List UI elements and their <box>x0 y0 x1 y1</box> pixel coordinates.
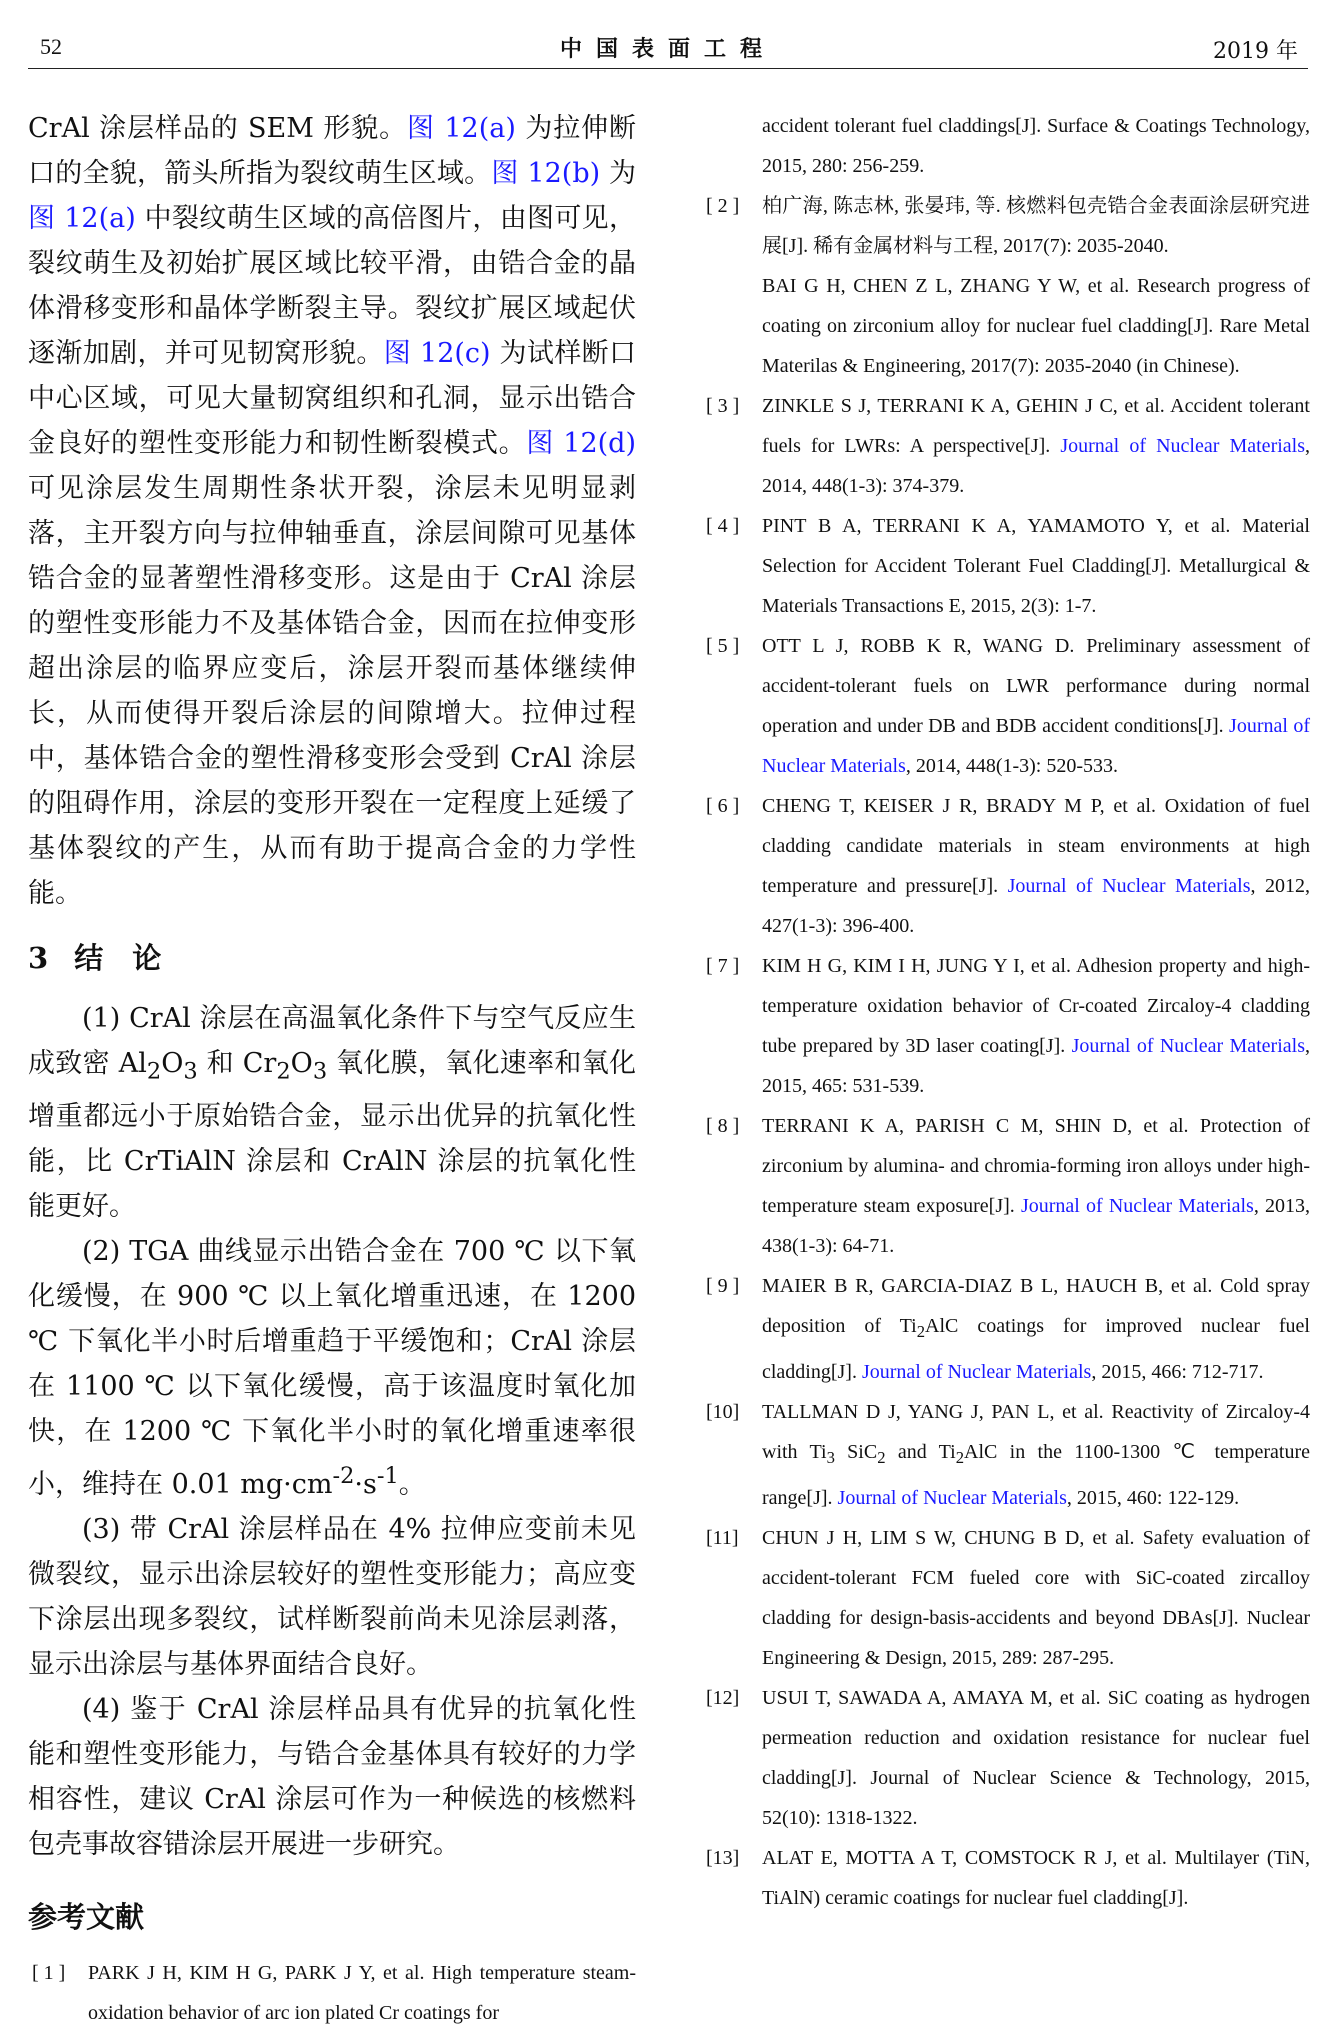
text-run: , 2015, 460: 122-129. <box>1066 1487 1240 1509</box>
text-run: 为试样断口中心区域，可见大量韧窝组织和孔洞，显示出锆合金良好的塑性变形能力和韧性断裂模式。 <box>28 338 636 459</box>
journal-link[interactable]: Journal of Nuclear Materials <box>1060 435 1305 457</box>
reference-text: CHUN J H, LIM S W, CHUNG B D, et al. Safety evaluation of accident-tolerant FCM fueled core with SiC-coated zircalloy cladding for design-basis-accidents and beyond DBAs[J]. Nuclear Engineering & Design, 2015, 289: 287-295. <box>762 1527 1310 1669</box>
text-run: 。 <box>398 1469 426 1501</box>
figure-link-12b[interactable]: 图 12(b) <box>491 158 601 189</box>
body-paragraph-results <box>28 106 636 916</box>
subscript: 2 <box>916 1322 926 1341</box>
text-run: , 2015, 466: 712-717. <box>1091 1361 1264 1383</box>
conclusion-3: (3) 带 CrAl 涂层样品在 4% 拉伸应变前未见微裂纹，显示出涂层较好的塑性变形能力；高应变下涂层出现多裂纹，试样断裂前尚未见涂层剥落，显示出涂层与基体界面结合良好。 <box>28 1514 636 1681</box>
superscript: -2 <box>332 1463 355 1490</box>
reference-number: [ 9 ] <box>706 1275 740 1297</box>
journal-link[interactable]: Journal of Nuclear Materials <box>1007 875 1251 897</box>
reference-text <box>762 786 1310 946</box>
text-run: TALLMAN D J, YANG J, PAN L, et al. Reactivity of Zircaloy-4 with Ti <box>762 1401 1310 1463</box>
text-run: SiC <box>834 1441 878 1463</box>
text-run: and Ti <box>885 1441 956 1463</box>
journal-link[interactable]: Journal of Nuclear Materials <box>1020 1195 1254 1217</box>
journal-title: 中国表面工程 <box>559 36 776 62</box>
conclusion-2 <box>28 1229 636 1507</box>
reference-item-6 <box>702 786 1310 946</box>
text-run: MAIER B R, GARCIA-DIAZ B L, HAUCH B, et al. Cold spray deposition of Ti <box>762 1275 1310 1337</box>
reference-number: [12] <box>706 1687 740 1709</box>
reference-text: PARK J H, KIM H G, PARK J Y, et al. High temperature steam-oxidation behavior of arc ion plated Cr coatings for <box>88 1962 636 2025</box>
subscript: 3 <box>183 1058 198 1085</box>
reference-item-9 <box>702 1266 1310 1392</box>
reference-text: ALAT E, MOTTA A T, COMSTOCK R J, et al. Multilayer (TiN, TiAlN) ceramic coatings for nuclear fuel cladding[J]. <box>762 1847 1310 1909</box>
text-run: , 2014, 448(1-3): 374-379. <box>762 435 1310 497</box>
text-run: 中裂纹萌生区域的高倍图片，由图可见，裂纹萌生及初始扩展区域比较平滑，由锆合金的晶体滑移变形和晶体学断裂主导。裂纹扩展区域起伏逐渐加剧，并可见韧窝形貌。 <box>28 203 636 369</box>
text-run: O <box>161 1048 184 1079</box>
reference-item-4 <box>702 506 1310 626</box>
reference-item-11 <box>702 1518 1310 1678</box>
superscript: -1 <box>376 1463 399 1490</box>
reference-number: [13] <box>706 1847 740 1869</box>
reference-item-5 <box>702 626 1310 786</box>
text-run: ·s <box>354 1469 377 1501</box>
section-title: 结 论 <box>74 941 162 975</box>
figure-link-12a[interactable]: 图 12(a) <box>407 113 516 144</box>
text-run: OTT L J, ROBB K R, WANG D. Preliminary assessment of accident-tolerant fuels on LWR performance during normal operation and under DB and BDB accident conditions[J]. <box>762 635 1310 737</box>
reference-item-10 <box>702 1392 1310 1518</box>
left-column <box>28 106 636 2033</box>
text-run: (2) TGA 曲线显示出锆合金在 700 ℃ 以下氧化缓慢，在 900 ℃ 以上氧化增重迅速，在 1200 ℃ 下氧化半小时后增重趋于平缓饱和；CrAl 涂层在 1100 ℃ 以下氧化缓慢，高于该温度时氧化加快，在 1200 ℃ 下氧化半小时的氧化增重速率很小，维持在 0.01 mg·cm <box>28 1236 636 1501</box>
subscript: 2 <box>955 1448 965 1467</box>
text-run: 为拉伸断口的全貌，箭头所指为裂纹萌生区域。 <box>28 113 636 189</box>
reference-number: [ 8 ] <box>706 1115 740 1137</box>
reference-item-8 <box>702 1106 1310 1266</box>
text-run: 为 <box>600 158 636 189</box>
reference-number: [ 1 ] <box>32 1962 66 1985</box>
section-heading-conclusions <box>28 938 636 978</box>
reference-number: [ 6 ] <box>706 795 740 817</box>
journal-link[interactable]: Journal of Nuclear Materials <box>837 1487 1067 1509</box>
reference-item-3 <box>702 386 1310 506</box>
reference-item-12 <box>702 1678 1310 1838</box>
reference-text: PINT B A, TERRANI K A, YAMAMOTO Y, et al. Material Selection for Accident Tolerant Fuel Cladding[J]. Metallurgical & Materials Transactions E, 2015, 2(3): 1-7. <box>762 515 1310 617</box>
text-run: , 2012, 427(1-3): 396-400. <box>762 875 1311 937</box>
subscript: 3 <box>826 1448 835 1467</box>
journal-link[interactable]: Journal of Nuclear Materials <box>861 1361 1092 1383</box>
reference-text-zh: 柏广海, 陈志林, 张晏玮, 等. 核燃料包壳锆合金表面涂层研究进展[J]. 稀有金属材料与工程, 2017(7): 2035-2040. <box>762 195 1310 257</box>
text-run: 氧化膜，氧化速率和氧化增重都远小于原始锆合金，显示出优异的抗氧化性能，比 CrTiAlN 涂层和 CrAlN 涂层的抗氧化性能更好。 <box>28 1048 636 1223</box>
publication-year: 2019 年 <box>1213 39 1298 64</box>
conclusion-4: (4) 鉴于 CrAl 涂层样品具有优异的抗氧化性能和塑性变形能力，与锆合金基体具有较好的力学相容性，建议 CrAl 涂层可作为一种候选的核燃料包壳事故容错涂层开展进一步研究。 <box>28 1694 636 1861</box>
figure-link-12d[interactable]: 图 12(d) <box>526 428 637 459</box>
text-run: , 2015, 465: 531-539. <box>762 1035 1310 1097</box>
subscript: 2 <box>276 1058 291 1085</box>
subscript: 2 <box>877 1448 886 1467</box>
page-header <box>28 28 1308 69</box>
reference-number: [ 5 ] <box>706 635 740 657</box>
text-run: KIM H G, KIM I H, JUNG Y I, et al. Adhesion property and high-temperature oxidation behavior of Cr-coated Zircaloy-4 cladding tube prepared by 3D laser coating[J]. <box>762 955 1310 1057</box>
text-run: CrAl 涂层样品的 SEM 形貌。 <box>28 113 407 144</box>
reference-item-7 <box>702 946 1310 1106</box>
subscript: 3 <box>312 1058 328 1085</box>
text-run: 可见涂层发生周期性条状开裂，涂层未见明显剥落，主开裂方向与拉伸轴垂直，涂层间隙可见基体锆合金的显著塑性滑移变形。这是由于 CrAl 涂层的塑性变形能力不及基体锆合金，因而在拉伸变形超出涂层的临界应变后，涂层开裂而基体继续伸长，从而使得开裂后涂层的间隙增大。拉伸过程中，基体锆合金的塑性滑移变形会受到 CrAl 涂层的阻碍作用，涂层的变形开裂在一定程度上延缓了基体裂纹的产生，从而有助于提高合金的力学性能。 <box>28 473 636 909</box>
figure-link-12c[interactable]: 图 12(c) <box>383 338 491 369</box>
text-run: 和 Cr <box>197 1048 277 1079</box>
text-run: TERRANI K A, PARISH C M, SHIN D, et al. Protection of zirconium by alumina- and chromia-forming iron alloys under high-temperature steam exposure[J]. <box>762 1115 1310 1217</box>
reference-item-2 <box>702 186 1310 386</box>
reference-text <box>762 186 1310 386</box>
text-run: AlC coatings for improved nuclear fuel cladding[J]. <box>762 1315 1310 1383</box>
reference-text <box>762 1392 1310 1518</box>
reference-text <box>762 1106 1310 1266</box>
text-run: ZINKLE S J, TERRANI K A, GEHIN J C, et al. Accident tolerant fuels for LWRs: A perspective[J]. <box>762 395 1310 457</box>
reference-number: [ 4 ] <box>706 515 740 537</box>
references-heading: 参考文献 <box>28 1900 145 1935</box>
right-column <box>702 106 1310 1918</box>
reference-1-continued: accident tolerant fuel claddings[J]. Surface & Coatings Technology, 2015, 280: 256-259. <box>762 115 1310 177</box>
reference-number: [ 7 ] <box>706 955 740 977</box>
reference-number: [10] <box>706 1401 740 1423</box>
reference-text <box>762 946 1310 1106</box>
reference-text <box>762 386 1310 506</box>
reference-text-en: BAI G H, CHEN Z L, ZHANG Y W, et al. Research progress of coating on zirconium alloy for nuclear fuel cladding[J]. Rare Metal Materilas & Engineering, 2017(7): 2035-2040 (in Chinese). <box>762 275 1310 377</box>
conclusion-1 <box>28 996 636 1229</box>
reference-number: [11] <box>706 1527 739 1549</box>
reference-number: [ 2 ] <box>706 195 740 217</box>
page-number: 52 <box>40 34 62 59</box>
reference-text: USUI T, SAWADA A, AMAYA M, et al. SiC coating as hydrogen permeation reduction and oxidation resistance for nuclear fuel cladding[J]. Journal of Nuclear Science & Technology, 2015, 52(10): 1318-1322. <box>762 1687 1310 1829</box>
reference-number: [ 3 ] <box>706 395 740 417</box>
text-run: CHENG T, KEISER J R, BRADY M P, et al. Oxidation of fuel cladding candidate materials in steam environments at high temperature and pressure[J]. <box>762 795 1310 897</box>
section-number: 3 <box>28 941 49 975</box>
text-run: , 2013, 438(1-3): 64-71. <box>762 1195 1311 1257</box>
journal-link[interactable]: Journal of Nuclear Materials <box>762 715 1310 777</box>
figure-link-12a-second[interactable]: 图 12(a) <box>28 203 136 234</box>
journal-link[interactable]: Journal of Nuclear Materials <box>1071 1035 1305 1057</box>
reference-item-13 <box>702 1838 1310 1918</box>
text-run: , 2014, 448(1-3): 520-533. <box>905 755 1119 777</box>
text-run: AlC in the 1100-1300 ℃ temperature range[J]. <box>762 1441 1310 1509</box>
reference-text <box>762 626 1310 786</box>
reference-text <box>762 1266 1310 1392</box>
text-run: (1) CrAl 涂层在高温氧化条件下与空气反应生成致密 Al <box>28 1003 636 1079</box>
reference-item-1 <box>28 1953 636 2033</box>
text-run: O <box>290 1048 313 1079</box>
subscript: 2 <box>146 1058 162 1085</box>
